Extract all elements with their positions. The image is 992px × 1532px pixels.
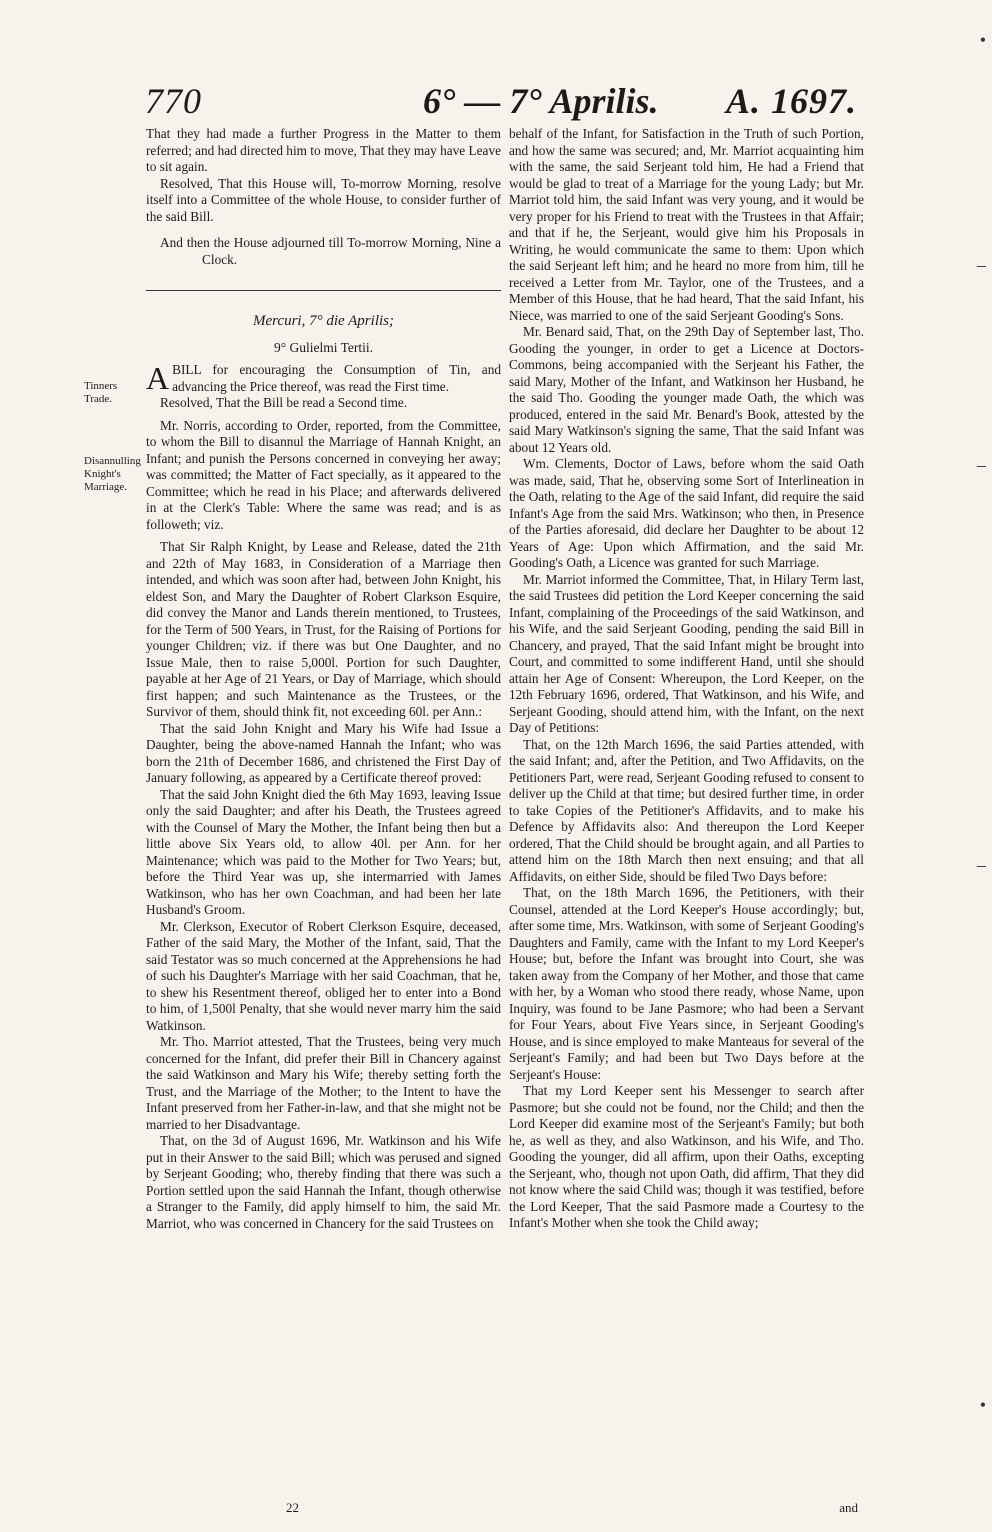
paragraph: That, on the 12th March 1696, the said Parties attended, with the said Infant; and, after the Petition, and Two Affidavits, on the Petitioners Part, were read, Serjeant Gooding refused to consent to deliver up the Child at that time; but desired further time, in order to take Copies of the Petitioner's Affidavits, and to make his Defence by Affidavits also: And thereupon the Lord Keeper ordered, That the Child should be brought again, and all Parties to attend him on the 18th March then next ensuing; and that all Affidavits, on either Side, should be filed Two Days before: — [509, 736, 864, 884]
paragraph: Mr. Benard said, That, on the 29th Day of September last, Tho. Gooding the younger, in order to get a Licence at Doctors-Commons, being accompanied with the Serjeant his Father, the said Mary, Mother of the Infant, and Watkinson her Husband, he the said Tho. Gooding the younger made Oath, the which was produced, entered in the said Mr. Benard's Book, attested by the said Mary Watkinson's signing the same, That the said Infant was about 12 Years old. — [509, 324, 864, 455]
running-year: A. 1697. — [725, 81, 857, 121]
running-date: 6° — 7° Aprilis. — [423, 81, 659, 121]
paragraph: That my Lord Keeper sent his Messenger to search after Pasmore; but she could not be found, nor the Child; and then the Lord Keeper did examine most of the Serjeant's Family; but both he, as well as they, and also Watkinson, and his Wife, and Tho. Gooding the younger, did all affirm, upon their Oaths, excepting the Serjeant, who, though not upon Oath, did affirm, That they did not know where the said Child was; though it was testified, before the Lord Keeper, That the said Pasmore made a Courtesy to the Infant's Mother when she took the Child away; — [509, 1083, 864, 1230]
paragraph: Mr. Marriot informed the Committee, That, in Hilary Term last, the said Trustees did petition the Lord Keeper concerning the said Infant, complaining of the Proceedings of the said Watkinson, and his Wife, and the said Serjeant Gooding, pending the said Bill in Chancery, and prayed, That the said Infant might be brought into Court, and committed to some indifferent Hand, until she should attain her Age of Consent: Whereupon, the Lord Keeper, on the 12th February 1696, ordered, That Watkinson, and his Wife, and Serjeant Gooding, should attend him, with the Infant, on the next Day of Petitions: — [509, 571, 864, 735]
adjournment: And then the House adjourned till To-morrow Morning, Nine a Clock. — [160, 235, 501, 267]
signature-mark: 22 — [286, 1500, 299, 1515]
paragraph: Wm. Clements, Doctor of Laws, before whom the said Oath was made, said, That he, observing some Sort of Interlineation in the Oath, relating to the Age of the said Infant, did require the said Infant's Age from the said Mrs. Watkinson; who then, in Presence of the Parties aforesaid, did declare her Daughter to be about 12 Years of Age: Upon which Affirmation, and the said Mr. Gooding's Oath, a Licence was granted for such Marriage. — [509, 456, 864, 570]
section-rule — [146, 290, 501, 291]
paragraph: That the said John Knight and Mary his Wife had Issue a Daughter, being the above-named Hannah the Infant; who was born the 21th of December 1686, and christened the First Day of January following, as appeared by a Certificate thereof proved: — [146, 720, 501, 785]
edge-mark: – — [977, 255, 986, 275]
regnal-year: 9° Gulielmi Tertii. — [273, 339, 374, 355]
catchword: and — [839, 1500, 858, 1515]
edge-mark: – — [977, 455, 986, 475]
edge-mark: – — [977, 855, 986, 875]
margin-note-tinners: Tinners Trade. — [84, 380, 118, 405]
paragraph: That Sir Ralph Knight, by Lease and Release, dated the 21th and 22th of May 1683, in Consideration of a Marriage then intended, and which was soon after had, between John Knight, his eldest Son, and Mary the Daughter of Robert Clarkson Esquire, did convey the Manor and Lands therein mentioned, to Trustees, for the Term of 500 Years, in Trust, for the Raising of Portions for younger Children; viz. if there was but One Daughter, and no Issue Male, then to raise 5,000l. Portion for such Daughter, payable at her Age of 21 Years, or Day of Marriage, which should first happen; and such Maintenance as the Trustees, or the Survivor of them, should think fit, not exceeding 60l. per Ann.: — [146, 539, 501, 719]
margin-note-disannulling: Disannulling Knight's Marriage. — [84, 455, 141, 493]
paragraph: Resolved, That this House will, To-morrow Morning, resolve itself into a Committee of the whole House, to consider further of the said Bill. — [146, 175, 501, 224]
paragraph: ABILL for encouraging the Consumption of Tin, and advancing the Price thereof, was read the First time. — [146, 360, 501, 396]
page-header — [145, 80, 857, 130]
paragraph: That, on the 3d of August 1696, Mr. Watkinson and his Wife put in their Answer to the said Bill; which was perused and signed by Serjeant Gooding; who, thereby finding that there was such a Portion settled upon the said Hannah the Infant, though otherwise a Stranger to the Family, did apply himself to him, the said Mr. Marriot, who was concerned in Chancery for the said Trustees on — [146, 1133, 501, 1231]
page-footer — [146, 1500, 858, 1520]
edge-mark: • — [979, 30, 986, 50]
drop-cap: A — [146, 360, 170, 396]
paragraph: Mr. Tho. Marriot attested, That the Trustees, being very much concerned for the Infant, did prefer their Bill in Chancery against the said Watkinson and Mary his Wife; thereby setting forth the Trust, and the Marriage of the Mother; to the Intent to have the Infant preserved from her Father-in-law, and that she might not be married to her Disadvantage. — [146, 1034, 501, 1132]
paragraph: That they had made a further Progress in the Matter to them referred; and had directed him to move, That they may have Leave to sit again. — [146, 126, 501, 174]
page-number: 770 — [145, 81, 202, 121]
day-heading: Mercuri, 7° die Aprilis; — [253, 313, 394, 329]
paragraph: behalf of the Infant, for Satisfaction in the Truth of such Portion, and how the same was secured; and, Mr. Marriot acquainting him with the same, the said Serjeant told him, He had a Friend that would be glad to treat of a Marriage for the young Lady; but Mr. Marriot told him, the said Infant was very young, and it would be very proper for his Friend to treat with the Trustees in that Affair; and that if he, the Serjeant, would give him his Proposals in Writing, he would communicate the same to them: Upon which the said Serjeant left him; and he heard no more from him, till he received a Letter from Mr. Taylor, one of the Trustees, and a Member of this House, that he had heard, That the said Infant, his Niece, was married to one of the said Serjeant Gooding's Sons. — [509, 126, 864, 323]
paragraph: That, on the 18th March 1696, the Petitioners, with their Counsel, attended at the Lord Keeper's House accordingly; but, after some time, Mrs. Watkinson, with some of Serjeant Gooding's Daughters and Family, came with the Infant to my Lord Keeper's House; but, before the Infant was brought into Court, she was taken away from the Company of her Mother, and those that came with her, by a Woman who stood there ready, whose Name, upon Inquiry, was found to be Jane Pasmore; who had been a Servant for Four Years, about Five Years since, in Serjeant Gooding's House, and is since employed to make Manteaus for several of the Serjeant's Family; and had been but Two Days before at the Serjeant's House: — [509, 885, 864, 1082]
paragraph: Mr. Clerkson, Executor of Robert Clerkson Esquire, deceased, Father of the said Mary, the Mother of the Infant, said, That the said Testator was so much concerned at the Apprehensions he had of such his Daughter's Marriage with her said Coachman, that he, to shew his Resentment thereof, obliged her to enter into a Bond to him, of 1,500l Penalty, that she would never marry him the said Watkinson. — [146, 918, 501, 1033]
paragraph: Resolved, That the Bill be read a Second time. — [160, 395, 408, 410]
right-column — [509, 126, 864, 1232]
edge-mark: • — [979, 1395, 986, 1415]
left-column — [146, 126, 501, 1232]
paragraph: That the said John Knight died the 6th May 1693, leaving Issue only the said Daughter; and after his Death, the Trustees agreed with the Counsel of Mary the Mother, the Infant being then but a little above Six Years old, to allow 40l. per Ann. for her Maintenance; which was paid to the Mother for Two Years; but, before the Third Year was up, she intermarried with James Watkinson, who has her own Coachman, and had been her late Husband's Groom. — [146, 786, 501, 917]
paragraph: Mr. Norris, according to Order, reported, from the Committee, to whom the Bill to disannul the Marriage of Hannah Knight, an Infant; and punish the Persons concerned in conveying her away; was committed; the Matter of Fact specially, as it appeared to the Committee; which he read in his Place; and afterwards delivered in at the Clerk's Table: Where the same was read; and is as followeth; viz. — [146, 417, 501, 532]
